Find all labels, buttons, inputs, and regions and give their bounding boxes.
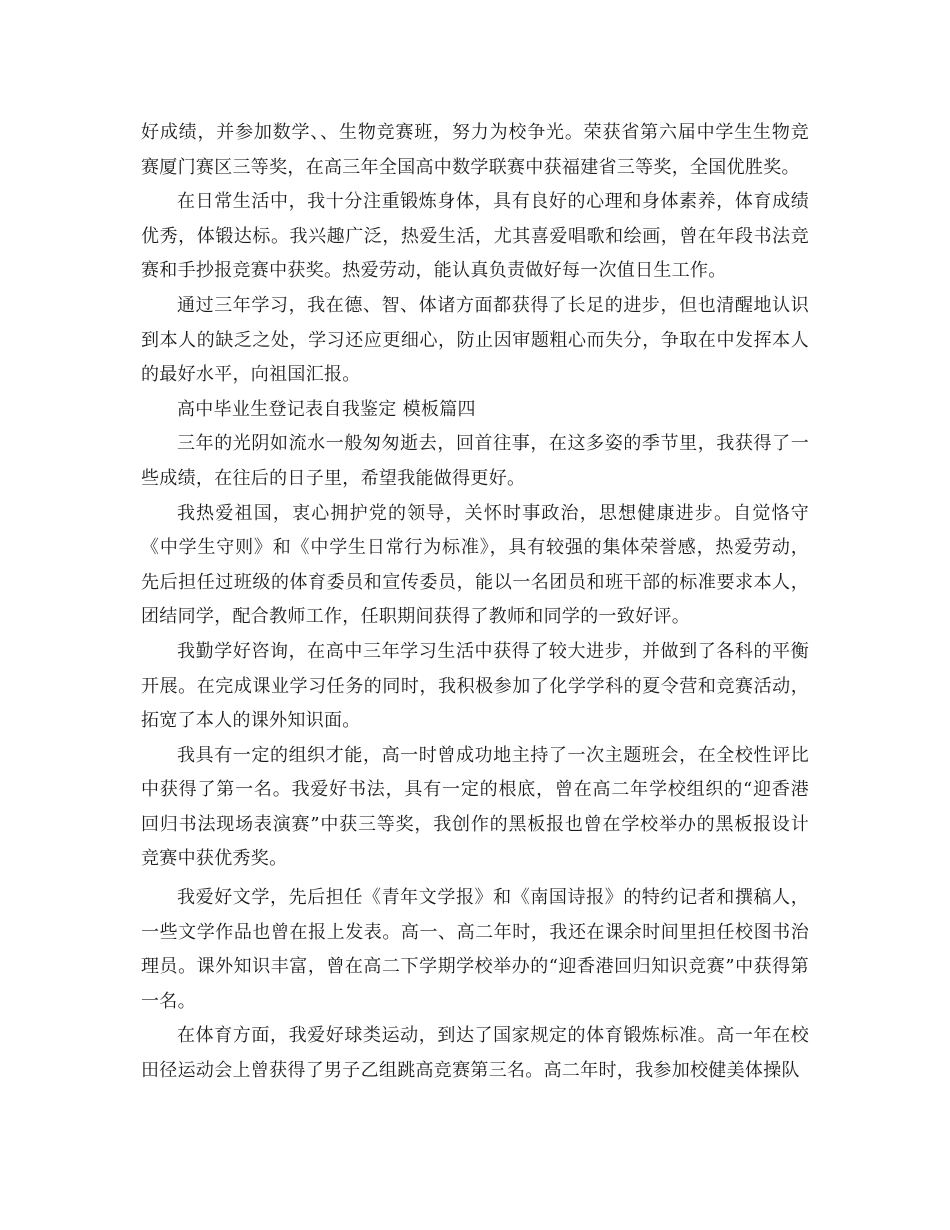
- document-body: [141, 116, 809, 1089]
- paragraph-three-years-study: 通过三年学习，我在德、智、体诸方面都获得了长足的进步，但也清醒地认识到本人的缺乏之处，学习还应更细心，防止因审题粗心而失分，争取在中发挥本人的最好水平，向祖国汇报。: [141, 294, 809, 386]
- paragraph-organization: 我具有一定的组织才能，高一时曾成功地主持了一次主题班会，在全校性评比中获得了第一名。我爱好书法，具有一定的根底，曾在高二年学校组织的“迎香港回归书法现场表演赛”中获三等奖，我创作的黑板报也曾在学校举办的黑板报设计竞赛中获优秀奖。: [141, 744, 809, 870]
- section-heading: 高中毕业生登记表自我鉴定 模板篇四: [177, 398, 476, 420]
- paragraph-patriotism: 我热爱祖国，衷心拥护党的领导，关怀时事政治，思想健康进步。自觉恪守《中学生守则》和《中学生日常行为标准》，具有较强的集体荣誉感，热爱劳动，先后担任过班级的体育委员和宣传委员，能以一名团员和班干部的标准要求本人，团结同学，配合教师工作，任职期间获得了教师和同学的一致好评。: [141, 502, 809, 628]
- paragraph-continuation: 好成绩，并参加数学、、生物竞赛班，努力为校争光。荣获省第六届中学生生物竞赛厦门赛区三等奖，在高三年全国高中数学联赛中获福建省三等奖，全国优胜奖。: [141, 122, 809, 178]
- paragraph-literature: 我爱好文学，先后担任《青年文学报》和《南国诗报》的特约记者和撰稿人，一些文学作品也曾在报上发表。高一、高二年时，我还在课余时间里担任校图书治理员。课外知识丰富，曾在高二下学期学校举办的“迎香港回归知识竞赛”中获得第一名。: [141, 887, 809, 1012]
- paragraph-sports: 在体育方面，我爱好球类运动，到达了国家规定的体育锻炼标准。高一年在校田径运动会上曾获得了男子乙组跳高竞赛第三名。高二年时，我参加校健美体操队: [141, 1025, 809, 1082]
- paragraph-intro: 三年的光阴如流水一般匆匆逝去，回首往事，在这多姿的季节里，我获得了一些成绩，在往后的日子里，希望我能做得更好。: [141, 433, 809, 489]
- paragraph-study: 我勤学好咨询，在高中三年学习生活中获得了较大进步，并做到了各科的平衡开展。在完成课业学习任务的同时，我积极参加了化学学科的夏令营和竞赛活动，拓宽了本人的课外知识面。: [141, 640, 809, 732]
- paragraph-daily-life: 在日常生活中，我十分注重锻炼身体，具有良好的心理和身体素养，体育成绩优秀，体锻达标。我兴趣广泛，热爱生活，尤其喜爱唱歌和绘画，曾在年段书法竞赛和手抄报竞赛中获奖。热爱劳动，能认真负责做好每一次值日生工作。: [141, 191, 809, 282]
